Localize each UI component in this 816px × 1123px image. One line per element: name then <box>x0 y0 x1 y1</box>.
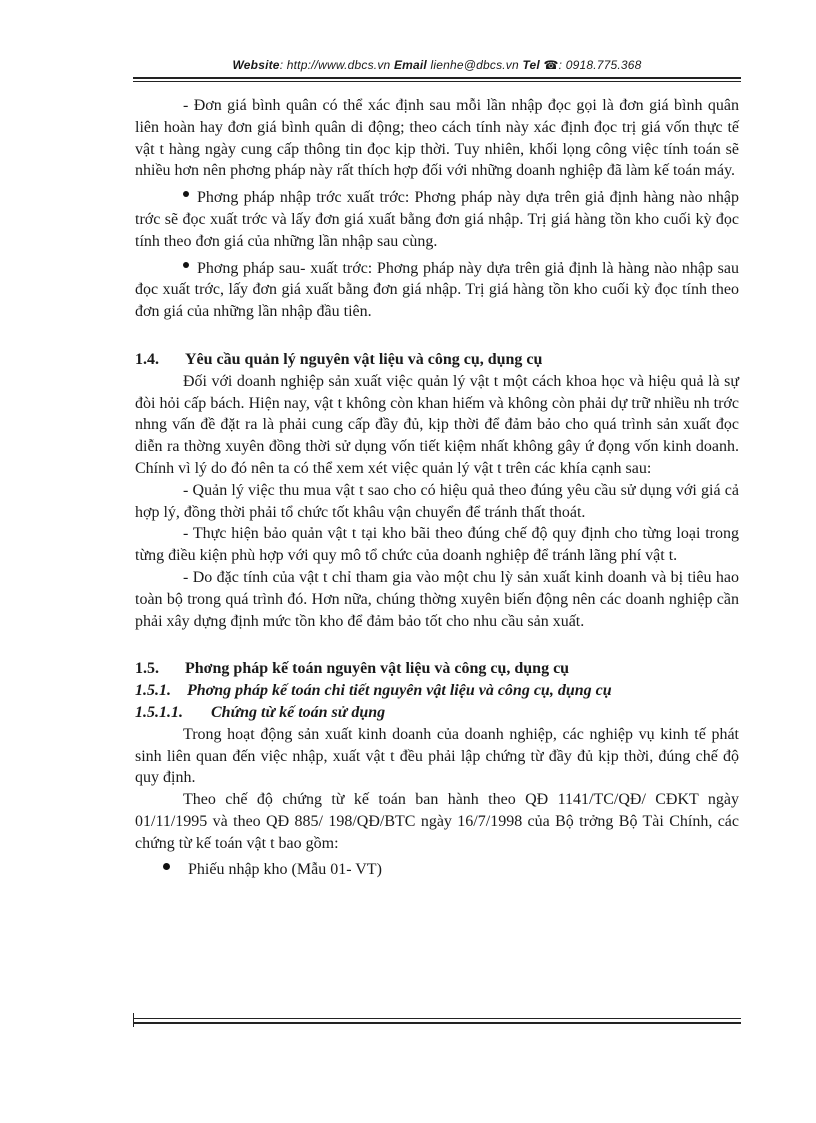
section-number: 1.4. <box>135 350 159 368</box>
paragraph: - Quản lý việc thu mua vật t sao cho có hiệu quả theo đúng yêu cầu sử dụng với giá cả hợp lý, đồng thời phải tổ chức tốt khâu vận chuyển để tránh thất thoát. <box>135 481 739 521</box>
header-rule <box>133 77 741 79</box>
website-label: Website <box>232 58 280 72</box>
section-heading <box>135 658 739 680</box>
tel-label: Tel <box>522 58 540 72</box>
website-value[interactable]: : http://www.dbcs.vn <box>279 58 391 72</box>
email-label: Email <box>393 58 427 72</box>
phone-icon: ☎ <box>543 58 559 72</box>
paragraph: - Đơn giá bình quân có thể xác định sau mỗi lần nhập đọc gọi là đơn giá bình quân liên hoàn hay đơn giá bình quân di động; theo cách tính này xác định đọc trị giá vốn thực tế vật t hàng ngày cung cấp thông tin đọc kịp thời. Tuy nhiên, khối lọng công việc tính toán sẽ nhiều hơn nên phơng pháp này rất thích hợp đối với những doanh nghiệp đã làm kế toán máy. <box>135 97 739 180</box>
document-body <box>135 95 739 880</box>
paragraph: Đối với doanh nghiệp sản xuất việc quản lý vật t một cách khoa học và hiệu quả là sự đòi hỏi cấp bách. Hiện nay, vật t không còn khan hiếm và không còn phải dự trữ nhiều nh trớc nhng vấn đề đặt ra là phải cung cấp đầy đủ, kịp thời để đảm bảo cho quá trình sản xuất đọc diễn ra thờng xuyên đồng thời sử dụng vốn tiết kiệm nhất không gây ứ đọng vốn kinh doanh. Chính vì lý do đó nên ta có thể xem xét việc quản lý vật t trên các khía cạnh sau: <box>135 372 739 477</box>
paragraph: Trong hoạt động sản xuất kinh doanh của doanh nghiệp, các nghiệp vụ kinh tế phát sinh liên quan đến việc nhập, xuất vật t đều phải lập chứng từ đầy đủ kịp thời, đúng chế độ quy định. <box>135 725 739 787</box>
bullet-paragraph <box>135 258 739 323</box>
paragraph: - Thực hiện bảo quản vật t tại kho bãi theo đúng chế độ quy định cho từng loại trong từng điều kiện phù hợp với quy mô tổ chức của doanh nghiệp để tránh lãng phí vật t. <box>135 525 739 565</box>
tel-value: : 0918.775.368 <box>558 58 642 72</box>
subsection-heading <box>135 680 739 702</box>
section-title: Phơng pháp kế toán nguyên vật liệu và công cụ, dụng cụ <box>185 660 570 678</box>
section-title: Yêu cầu quản lý nguyên vật liệu và công cụ, dụng cụ <box>185 350 543 368</box>
bullet-paragraph <box>135 187 739 252</box>
subsection-title: Phơng pháp kế toán chi tiết nguyên vật liệu và công cụ, dụng cụ <box>187 682 612 700</box>
list-item-text: Phiếu nhập kho (Mẫu 01- VT) <box>188 860 382 878</box>
footer-rule <box>133 1022 741 1024</box>
subsubsection-heading <box>135 702 739 724</box>
email-value[interactable]: lienhe@dbcs.vn <box>430 58 519 72</box>
subsection-number: 1.5.1. <box>135 682 171 700</box>
bullet-icon <box>183 191 189 197</box>
paragraph: - Do đặc tính của vật t chỉ tham gia vào một chu lỳ sản xuất kinh doanh và bị tiêu hao toàn bộ trong quá trình đó. Hơn nữa, chúng thờng xuyên biến động nên các doanh nghiệp cần phải xây dựng định mức tồn kho để đảm bảo tốt cho nhu cầu sản xuất. <box>135 568 739 630</box>
bullet-icon <box>183 262 189 268</box>
footer-rule-thin <box>133 1018 741 1019</box>
page-header <box>133 58 741 72</box>
section-heading <box>135 349 739 371</box>
subsubsection-title: Chứng từ kế toán sử dụng <box>211 703 386 721</box>
header-rule-thin <box>133 81 741 82</box>
footer-tick <box>133 1013 134 1027</box>
subsubsection-number: 1.5.1.1. <box>135 703 183 721</box>
list-item <box>135 859 739 881</box>
bullet-icon <box>163 863 170 870</box>
paragraph-text: Phơng pháp nhập trớc xuất trớc: Phơng pháp này dựa trên giả định hàng nào nhập trớc sẽ đọc xuất trớc và lấy đơn giá xuất bằng đơn giá nhập. Trị giá hàng tồn kho cuối kỳ đọc tính theo đơn giá của những lần nhập sau cùng. <box>135 189 739 250</box>
paragraph-text: Phơng pháp sau- xuất trớc: Phơng pháp này dựa trên giả định là hàng nào nhập sau đọc xuất trớc, lấy đơn giá xuất bằng đơn giá nhập. Trị giá hàng tồn kho cuối kỳ đọc tính theo đơn giá của những lần nhập đầu tiên. <box>135 259 739 321</box>
section-number: 1.5. <box>135 660 159 678</box>
paragraph: Theo chế độ chứng từ kế toán ban hành theo QĐ 1141/TC/QĐ/ CĐKT ngày 01/11/1995 và theo QĐ 885/ 198/QĐ/BTC ngày 16/7/1998 của Bộ trởng Bộ Tài Chính, các chứng từ kế toán vật t bao gồm: <box>135 791 739 852</box>
